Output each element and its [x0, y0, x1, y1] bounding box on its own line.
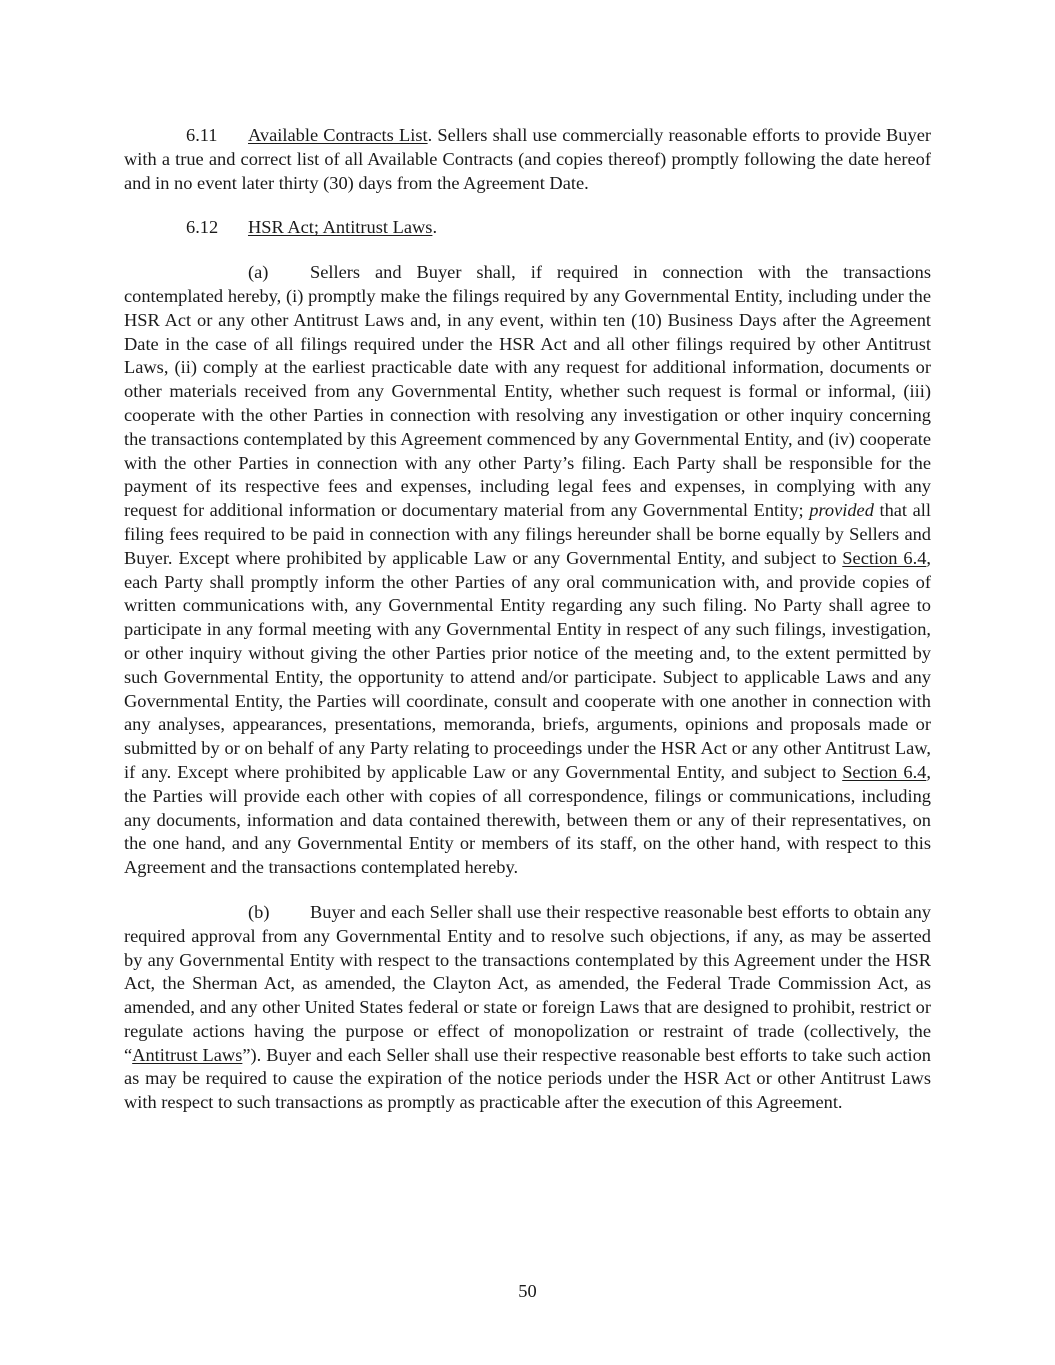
- section-number: 6.11: [186, 125, 218, 145]
- section-number: 6.12: [186, 217, 219, 238]
- provided-term: provided: [809, 500, 874, 521]
- paragraph-a: [124, 261, 931, 880]
- paragraph-text: Buyer and each Seller shall use their respective reasonable best efforts to obtain any required approval from any Governmental Entity and to resolve such objections, if any, as may be asserted by any Governmental Entity with respect to the transactions contemplated by this Agreement under the HSR Act, the Sherman Act, as amended, the Clayton Act, as amended, the Federal Trade Commission Act, as amended, and any other United States federal or state or foreign Laws that are designed to prohibit, restrict or regulate actions having the purpose or effect of monopolization or restraint of trade (collectively, the “: [124, 901, 931, 1065]
- paragraph-label: (b): [248, 901, 270, 922]
- paragraph-b: [124, 901, 931, 1115]
- section-heading: Available Contracts List: [248, 125, 428, 145]
- paragraph-text: , each Party shall promptly inform the other Parties of any oral communication with, and provide copies of written communications with, any Governmental Entity regarding any such filing. No Party shall agree to participate in any formal meeting with any Governmental Entity in respect of any such filings, investigation, or other inquiry without giving the other Parties prior notice of the meeting and, to the extent permitted by such Governmental Entity, the opportunity to attend and/or participate. Subject to applicable Laws and any Governmental Entity, the Parties will coordinate, consult and cooperate with one another in connection with any analyses, appearances, presentations, memoranda, briefs, arguments, opinions and proposals made or submitted by or on behalf of any Party relating to proceedings under the HSR Act or any other Antitrust Law, if any. Except where prohibited by applicable Law or any Governmental Entity, and subject to: [124, 547, 931, 782]
- section-reference: Section 6.4: [842, 547, 927, 568]
- section-heading: HSR Act; Antitrust Laws: [248, 217, 433, 238]
- section-6-12: [124, 216, 931, 240]
- section-body: . Sellers shall use commercially reasonable efforts to provide Buyer with a true and correct list of all Available Contracts (and copies thereof) promptly following the date hereof and in no event later thirty (30) days from the Agreement Date.: [124, 125, 931, 193]
- section-reference: Section 6.4: [842, 761, 927, 782]
- document-page: [124, 124, 931, 1115]
- paragraph-label: (a): [248, 262, 269, 283]
- section-heading-suffix: .: [432, 217, 438, 238]
- paragraph-text: Sellers and Buyer shall, if required in connection with the transactions contemplated hereby, (i) promptly make the filings required by any Governmental Entity, including under the HSR Act or any other Antitrust Laws and, in any event, within ten (10) Business Days after the Agreement Date in the case of all filings required under the HSR Act and all other filings required by other Antitrust Laws, (ii) comply at the earliest practicable date with any request for additional information, documents or other materials received from any Governmental Entity, whether such request is formal or informal, (iii) cooperate with the other Parties in connection with resolving any investigation or other inquiry concerning the transactions contemplated by this Agreement commenced by any Governmental Entity, and (iv) cooperate with the other Parties in connection with any other Party’s filing. Each Party shall be responsible for the payment of its respective fees and expenses, including legal fees and expenses, in complying with any request for additional information or documentary material from any Governmental Entity;: [124, 262, 931, 521]
- defined-term: Antitrust Laws: [132, 1044, 243, 1065]
- paragraph-text: ”). Buyer and each Seller shall use their respective reasonable best efforts to take such action as may be required to cause the expiration of the notice periods under the HSR Act or other Antitrust Laws with respect to such transactions as promptly as practicable after the execution of this Agreement.: [124, 1044, 931, 1113]
- page-number: 50: [518, 1281, 537, 1301]
- paragraph-text: , the Parties will provide each other with copies of all correspondence, filings or communications, including any documents, information and data contained therewith, between them or any of their representatives, on the one hand, and any Governmental Entity or members of its staff, on the other hand, with respect to this Agreement and the transactions contemplated hereby.: [124, 761, 931, 878]
- paragraph-text: that all filing fees required to be paid in connection with any filings hereunder shall be borne equally by Sellers and Buyer. Except where prohibited by applicable Law or any Governmental Entity, and subject to: [124, 500, 931, 568]
- section-6-11: [124, 124, 931, 195]
